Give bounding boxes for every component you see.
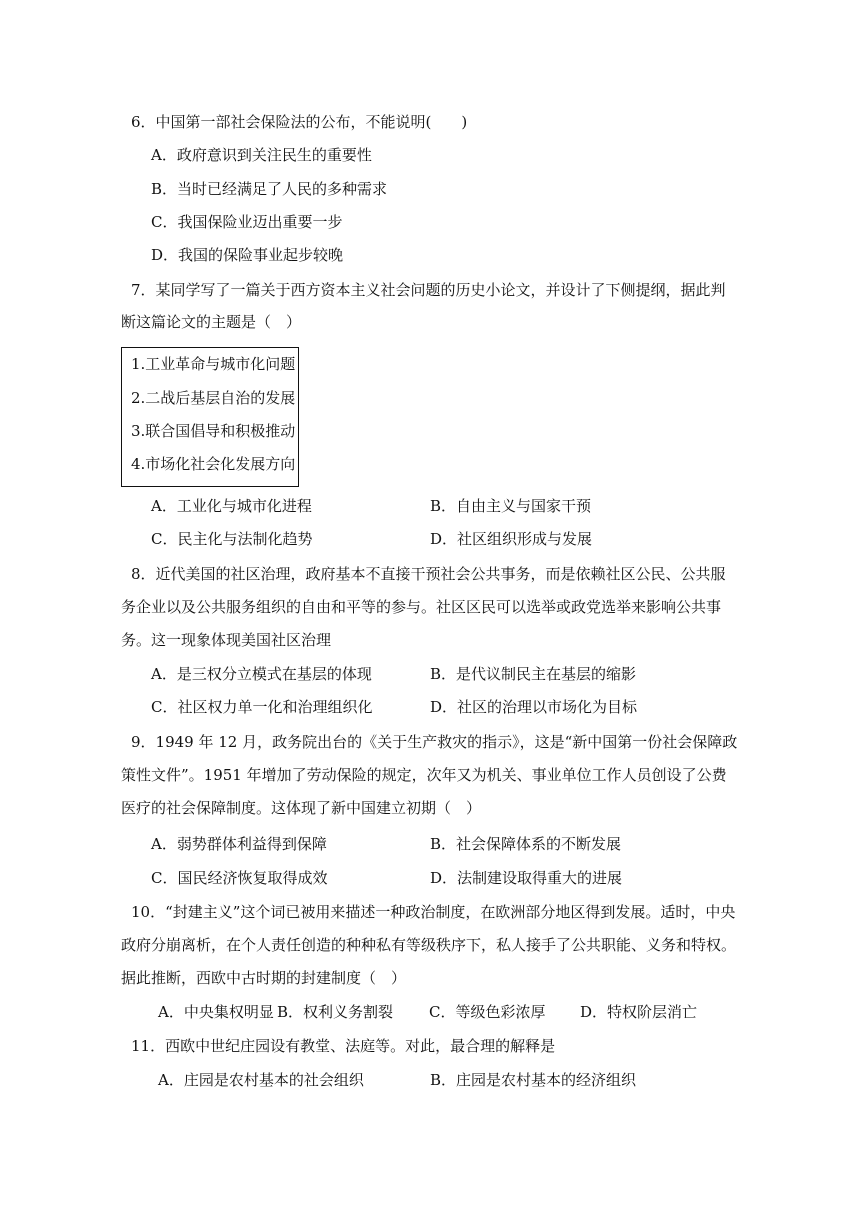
question-6-option-a: A．政府意识到关注民生的重要性 bbox=[151, 146, 372, 164]
question-7-option-b: B．自由主义与国家干预 bbox=[430, 497, 592, 515]
question-7-stem-line-1: 7．某同学写了一篇关于西方资本主义社会问题的历史小论文，并设计了下侧提纲，据此判 bbox=[131, 281, 726, 299]
question-11-option-a: A．庄园是农村基本的社会组织 bbox=[158, 1071, 364, 1089]
question-7-option-a: A．工业化与城市化进程 bbox=[151, 497, 312, 515]
question-7-option-c: C．民主化与法制化趋势 bbox=[151, 530, 313, 548]
question-9-option-d: D．法制建设取得重大的进展 bbox=[430, 869, 623, 887]
question-6-stem: 6．中国第一部社会保险法的公布，不能说明( ) bbox=[131, 113, 468, 131]
question-8-option-c: C．社区权力单一化和治理组织化 bbox=[151, 698, 373, 716]
outline-box bbox=[121, 347, 299, 487]
question-10-option-d: D．特权阶层消亡 bbox=[580, 1003, 698, 1021]
question-6-option-b: B．当时已经满足了人民的多种需求 bbox=[151, 180, 388, 198]
question-6-option-d: D．我国的保险事业起步较晚 bbox=[151, 246, 344, 264]
question-8-stem-line-1: 8．近代美国的社区治理，政府基本不直接干预社会公共事务，而是依赖社区公民、公共服 bbox=[131, 565, 726, 583]
question-9-stem-line-2: 策性文件”。1951 年增加了劳动保险的规定，次年又为机关、事业单位工作人员创设了公费 bbox=[121, 766, 727, 784]
question-10-option-c: C．等级色彩浓厚 bbox=[429, 1003, 546, 1021]
outline-item-1: 1.工业革命与城市化问题 bbox=[131, 355, 296, 373]
question-9-option-a: A．弱势群体利益得到保障 bbox=[151, 835, 327, 853]
question-8-option-a: A．是三权分立模式在基层的体现 bbox=[151, 665, 372, 683]
question-10-option-a: A．中央集权明显 bbox=[158, 1003, 274, 1021]
question-6-option-c: C．我国保险业迈出重要一步 bbox=[151, 213, 343, 231]
question-9-stem-line-3: 医疗的社会保障制度。这体现了新中国建立初期（ ） bbox=[121, 799, 482, 817]
question-9-option-c: C．国民经济恢复取得成效 bbox=[151, 869, 328, 887]
question-9-stem-line-1: 9．1949 年 12 月，政务院出台的《关于生产救灾的指示》，这是“新中国第一份社会保障政 bbox=[131, 733, 738, 751]
question-8-stem-line-3: 务。这一现象体现美国社区治理 bbox=[121, 631, 332, 649]
outline-item-4: 4.市场化社会化发展方向 bbox=[131, 455, 296, 473]
outline-item-2: 2.二战后基层自治的发展 bbox=[131, 389, 296, 407]
question-8-option-d: D．社区的治理以市场化为目标 bbox=[430, 698, 638, 716]
question-7-option-d: D．社区组织形成与发展 bbox=[430, 530, 593, 548]
question-11-option-b: B．庄园是农村基本的经济组织 bbox=[430, 1071, 637, 1089]
outline-item-3: 3.联合国倡导和积极推动 bbox=[131, 422, 296, 440]
question-8-option-b: B．是代议制民主在基层的缩影 bbox=[430, 665, 637, 683]
question-10-stem-line-2: 政府分崩离析，在个人责任创造的种种私有等级秩序下，私人接手了公共职能、义务和特权。 bbox=[121, 936, 737, 954]
question-11-stem: 11．西欧中世纪庄园设有教堂、法庭等。对此，最合理的解释是 bbox=[131, 1037, 556, 1055]
question-7-stem-line-2: 断这篇论文的主题是（ ） bbox=[121, 313, 302, 331]
question-10-option-b: B．权利义务割裂 bbox=[277, 1003, 394, 1021]
question-10-stem-line-3: 据此推断，西欧中古时期的封建制度（ ） bbox=[121, 969, 407, 987]
question-8-stem-line-2: 务企业以及公共服务组织的自由和平等的参与。社区区民可以选举或政党选举来影响公共事 bbox=[121, 598, 722, 616]
question-10-stem-line-1: 10．“封建主义”这个词已被用来描述一种政治制度，在欧洲部分地区得到发展。适时，中央 bbox=[131, 903, 736, 921]
question-9-option-b: B．社会保障体系的不断发展 bbox=[430, 835, 622, 853]
